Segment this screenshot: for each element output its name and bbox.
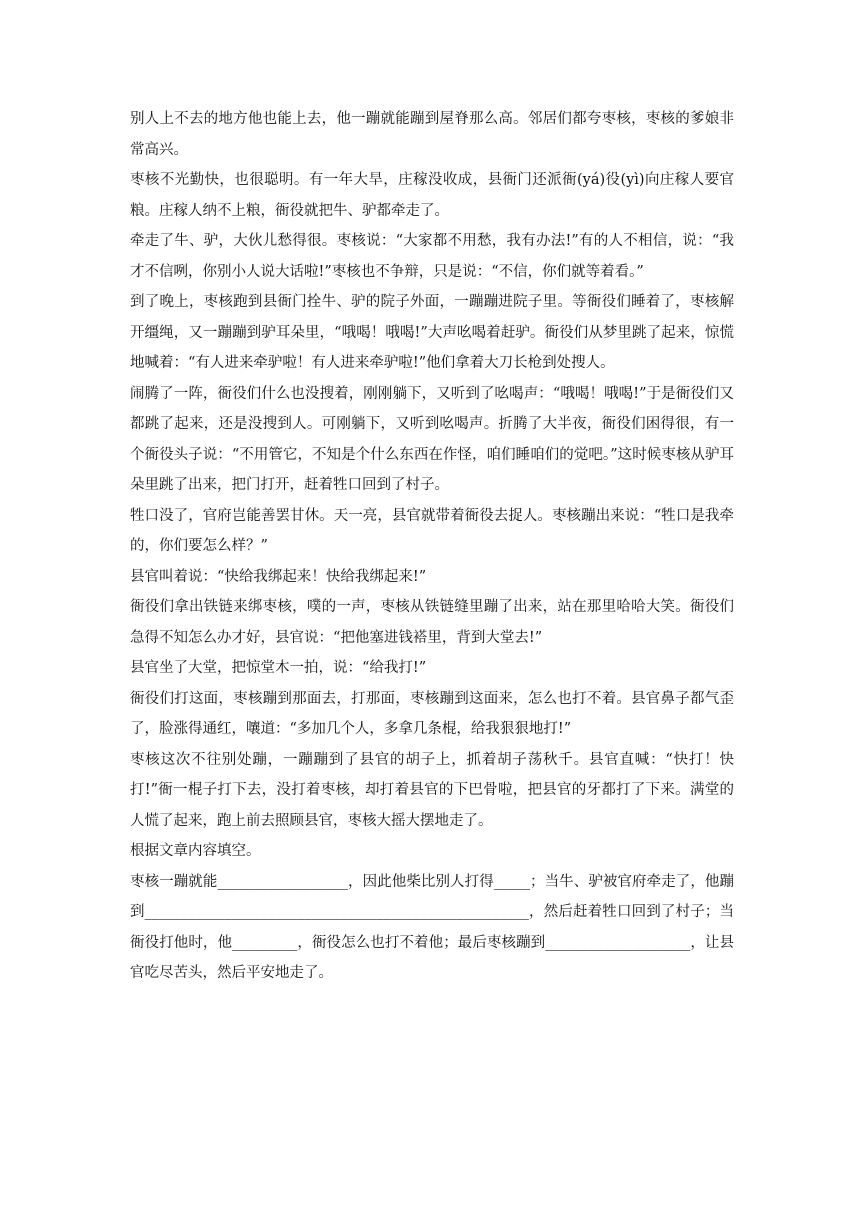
question-instruction: 根据文章内容填空。 [130,843,261,859]
fill-in-blank-question: 枣核一蹦就能__________________，因此他柴比别人打得_____；当牛、驴被官府牵走了，他蹦到_____________________________________________________，然后赶着牲口回到了村子；当衙役打他时，他_________，衙役怎么也打不着他；最后枣核蹦到____________________，让县官吃尽苦头，然后平安地走了。 [130,873,734,981]
paragraph-8: 衙役们拿出铁链来绑枣核，噗的一声，枣核从铁链缝里蹦了出来，站在那里哈哈大笑。衙役们急得不知怎么办才好，县官说：“把他塞进钱褡里，背到大堂去!” [130,599,734,646]
paragraph-7: 县官叫着说：“快给我绑起来！快给我绑起来!” [130,568,427,585]
paragraph-11: 枣核这次不往别处蹦，一蹦蹦到了县官的胡子上，抓着胡子荡秋千。县官直喊：“快打！快打!”衙一棍子打下去，没打着枣核，却打着县官的下巴骨啦，把县官的牙都打了下来。满堂的人慌了起来，跑上前去照顾县官，枣核大摇大摆地走了。 [130,751,734,829]
paragraph-9: 县官坐了大堂，把惊堂木一拍，说：“给我打!” [130,660,427,676]
paragraph-6: 牲口没了，官府岂能善罢甘休。天一亮，县官就带着衙役去捉人。枣核蹦出来说：“牲口是我牵的，你们要怎么样？” [130,507,734,554]
document-body [130,104,734,989]
paragraph-3: 牵走了牛、驴，大伙儿愁得很。枣核说：“大家都不用愁，我有办法!”有的人不相信，说：“我才不信咧，你别小人说大话啦!”枣核也不争辩，只是说：“不信，你们就等着看。” [130,233,734,280]
paragraph-2: 枣核不光勤快，也很聪明。有一年大旱，庄稼没收成，县衙门还派衙(yá)役(yì)向庄稼人要官粮。庄稼人纳不上粮，衙役就把牛、驴都牵走了。 [130,172,734,219]
paragraph-5: 闹腾了一阵，衙役们什么也没搜着，刚刚躺下，又听到了吆喝声：“哦喝！哦喝!”于是衙役们又都跳了起来，还是没搜到人。可刚躺下，又听到吆喝声。折腾了大半夜，衙役们困得很，有一个衙役头子说：“不用管它，不知是个什么东西在作怪，咱们睡咱们的觉吧。”这时候枣核从驴耳朵里跳了出来，把门打开，赶着牲口回到了村子。 [130,385,734,493]
paragraph-4: 到了晚上，枣核跑到县衙门拴牛、驴的院子外面，一蹦蹦进院子里。等衙役们睡着了，枣核解开缰绳，又一蹦蹦到驴耳朵里，“哦喝！哦喝!”大声吆喝着赶驴。衙役们从梦里跳了起来，惊慌地喊着：“有人进来牵驴啦！有人进来牵驴啦!”他们拿着大刀长枪到处搜人。 [130,294,734,371]
paragraph-10: 衙役们打这面，枣核蹦到那面去，打那面，枣核蹦到这面来，怎么也打不着。县官鼻子都气歪了，脸涨得通红，嚷道：“多加几个人，多拿几条棍，给我狠狠地打!” [130,690,734,737]
paragraph-1: 别人上不去的地方他也能上去，他一蹦就能蹦到屋脊那么高。邻居们都夸枣核，枣核的爹娘非常高兴。 [130,111,734,158]
